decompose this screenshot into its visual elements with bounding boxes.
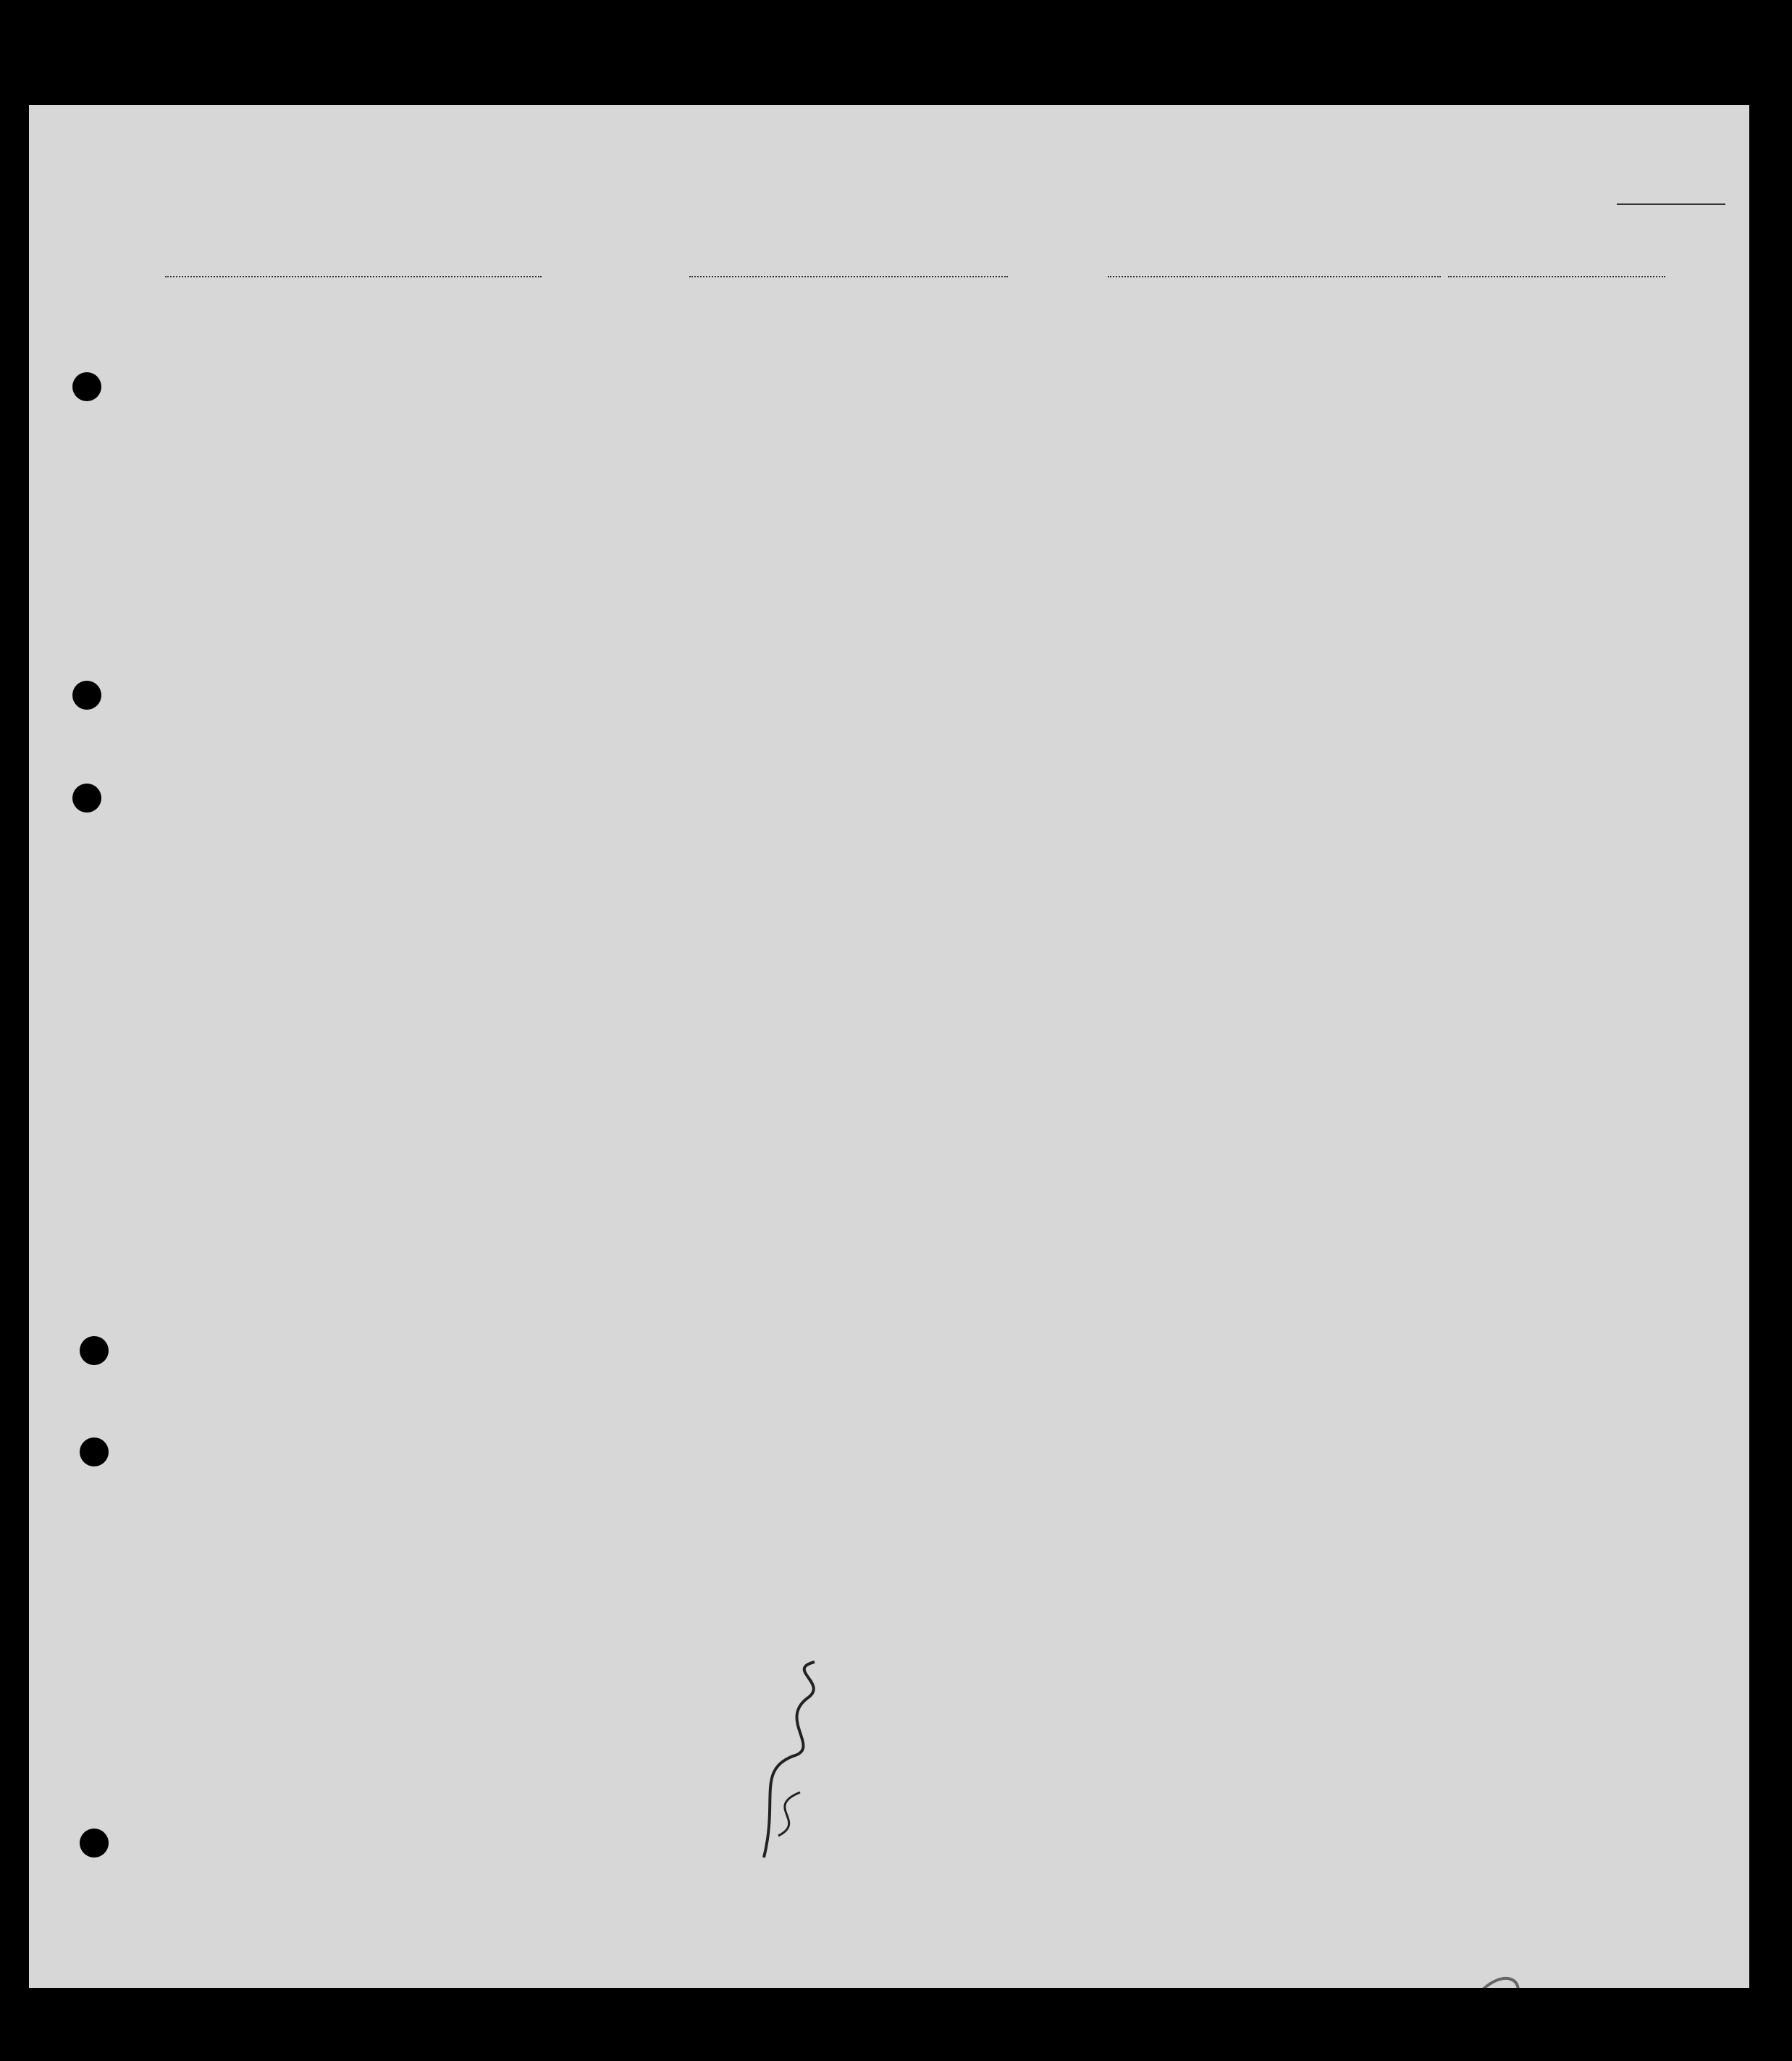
immigration-officer-signature — [1437, 1963, 1749, 1988]
punch-hole — [80, 1437, 109, 1466]
punch-hole — [72, 372, 101, 401]
manifest-grid — [29, 105, 1749, 1988]
consulate-visa-stamp — [224, 1561, 232, 1850]
punch-hole — [80, 1829, 109, 1858]
punch-hole — [72, 784, 101, 813]
consul-signature — [735, 1655, 851, 1872]
consular-seal — [923, 1611, 1191, 1872]
punch-hole — [72, 681, 101, 710]
punch-hole — [80, 1336, 109, 1365]
manifest-sheet — [29, 105, 1749, 1988]
